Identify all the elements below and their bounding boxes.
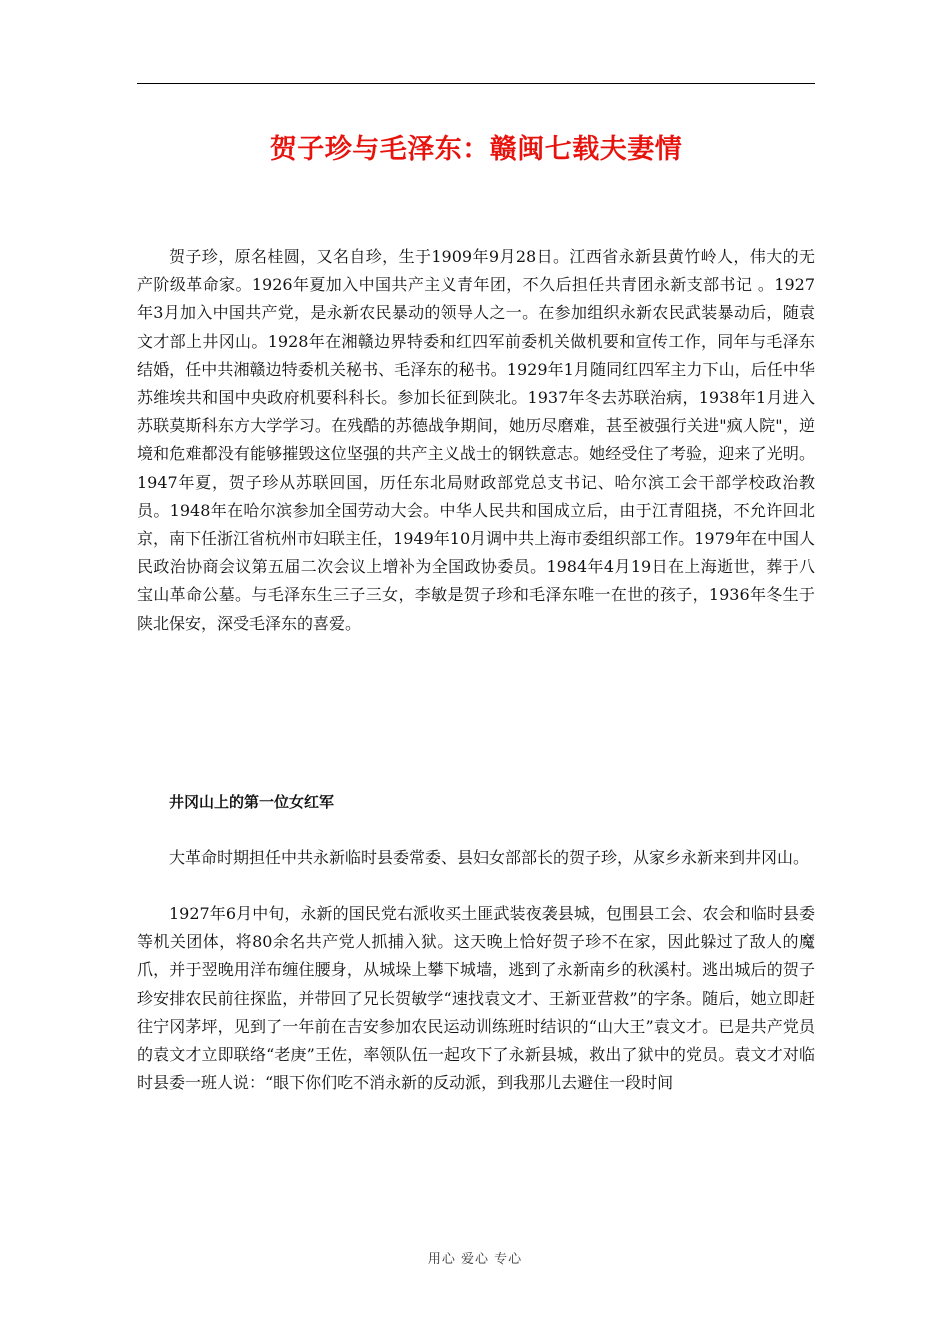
page-footer: 用心 爱心 专心 [427,1252,523,1267]
section-heading: 井冈山上的第一位女红军 [169,793,335,811]
header-rule [137,83,815,84]
paragraph-intro: 大革命时期担任中共永新临时县委常委、县妇女部部长的贺子珍，从家乡永新来到井冈山。 [169,848,810,867]
document-title: 贺子珍与毛泽东：赣闽七载夫妻情 [269,134,683,165]
paragraph-biography: 贺子珍，原名桂圆，又名自珍，生于1909年9月28日。江西省永新县黄竹岭人，伟大的无产阶级革命家。1926年夏加入中国共产主义青年团，不久后担任共青团永新支部书记 。1927年3月加入中国共产党，是永新农民暴动的领导人之一。在参加组织永新农民武装暴动后，随袁文才部上井冈山。1928年在湘赣边界特委和红四军前委机关做机要和宣传工作，同年与毛泽东结婚，任中共湘赣边特委机关秘书、毛泽东的秘书。1929年1月随同红四军主力下山，后任中华苏维埃共和国中央政府机要科科长。参加长征到陕北。1937年冬去苏联治病，1938年1月进入苏联莫斯科东方大学学习。在残酷的苏德战争期间，她历尽磨难，甚至被强行关进"疯人院"，逆境和危难都没有能够摧毁这位坚强的共产主义战士的钢铁意志。她经受住了考验，迎来了光明。1947年夏，贺子珍从苏联回国，历任东北局财政部党总支书记、哈尔滨工会干部学校政治教员。1948年在哈尔滨参加全国劳动大会。中华人民共和国成立后，由于江青阻挠，不允许回北京，南下任浙江省杭州市妇联主任，1949年10月调中共上海市委组织部工作。1979年在中国人民政治协商会议第五届二次会议上增补为全国政协委员。1984年4月19日在上海逝世，葬于八宝山革命公墓。与毛泽东生三子三女，李敏是贺子珍和毛泽东唯一在世的孩子，1936年冬生于陕北保安，深受毛泽东的喜爱。 [137,247,815,633]
paragraph-narrative: 1927年6月中旬，永新的国民党右派收买土匪武装夜袭县城，包围县工会、农会和临时县委等机关团体，将80余名共产党人抓捕入狱。这天晚上恰好贺子珍不在家，因此躲过了敌人的魔爪，并于翌晚用洋布缠住腰身，从城垛上攀下城墙，逃到了永新南乡的秋溪村。逃出城后的贺子珍安排农民前往探监，并带回了兄长贺敏学“速找袁文才、王新亚营救”的字条。随后，她立即赶往宁冈茅坪，见到了一年前在吉安参加农民运动训练班时结识的“山大王”袁文才。已是共产党员的袁文才立即联络“老庚”王佐，率领队伍一起攻下了永新县城，救出了狱中的党员。袁文才对临时县委一班人说：“眼下你们吃不消永新的反动派，到我那儿去避住一段时间 [137,904,815,1093]
